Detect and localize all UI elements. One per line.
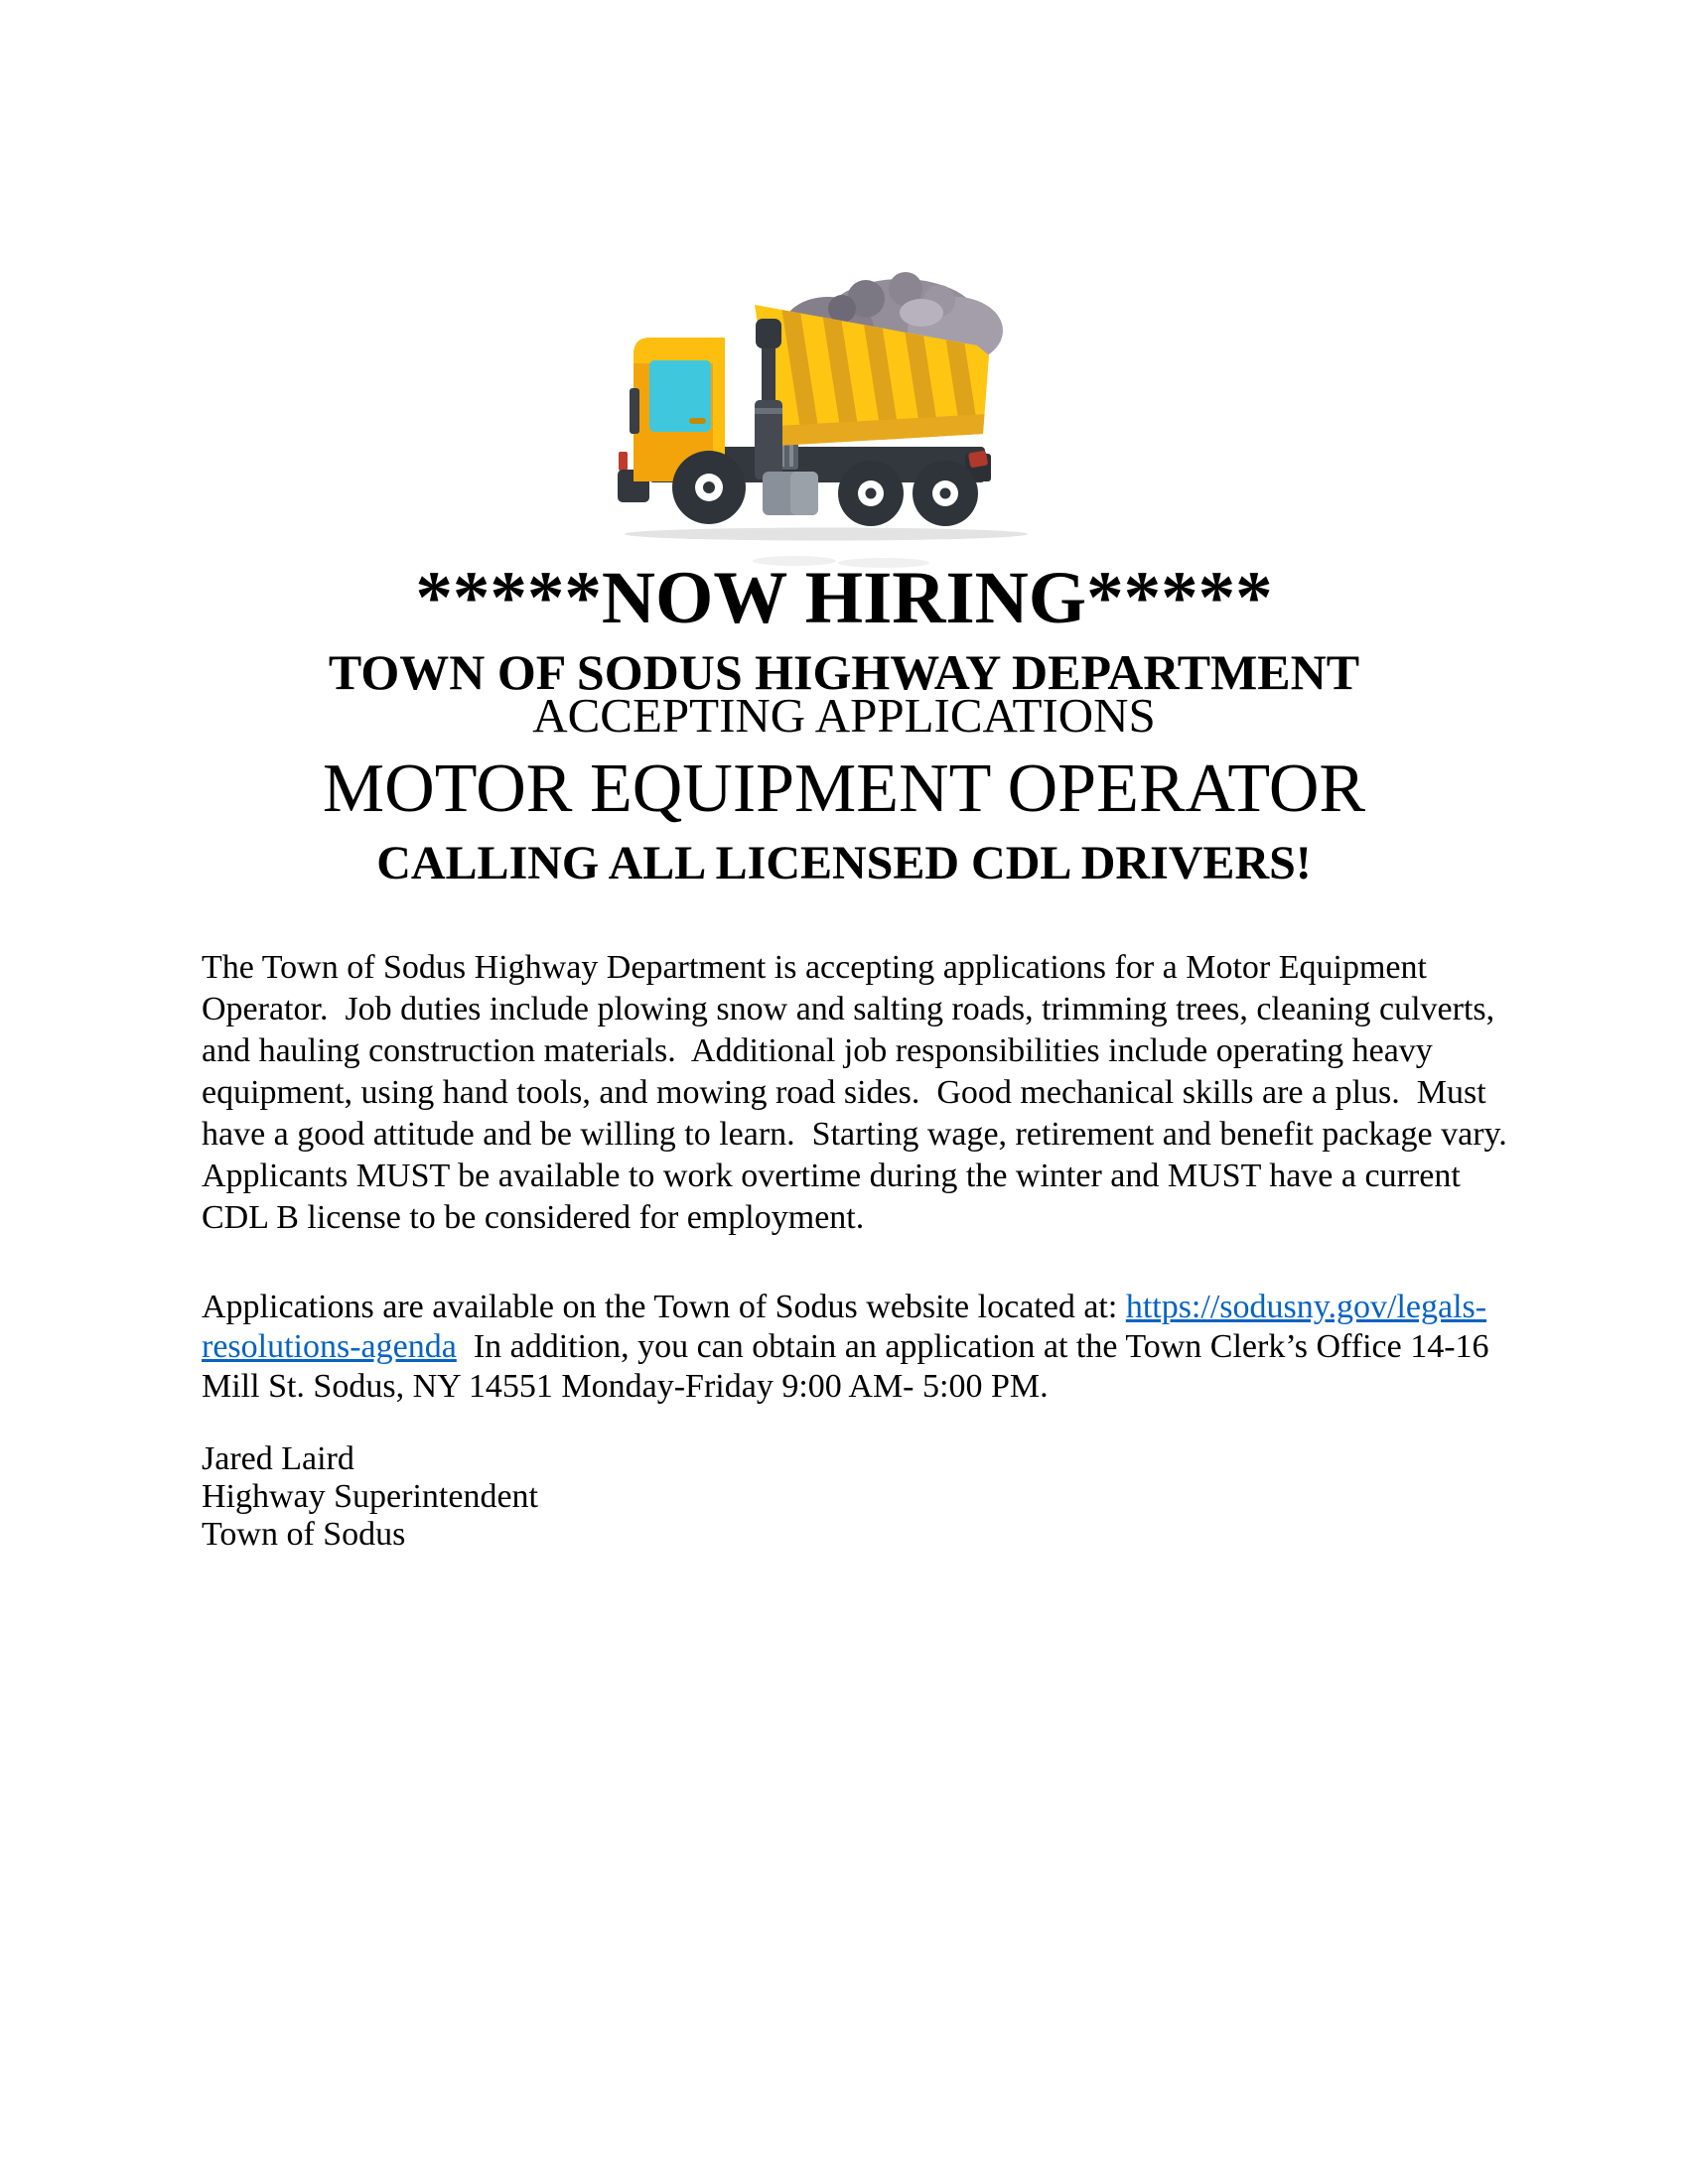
- rear-wheel-icon: [913, 461, 978, 526]
- fuel-tank: [763, 472, 818, 515]
- text-line: [202, 1288, 1522, 1327]
- heading-now-hiring: *****NOW HIRING*****: [415, 557, 1273, 639]
- door-handle-icon: [689, 418, 706, 424]
- signature-block: [202, 1440, 1522, 1554]
- text-segment: Applications are available on the Town of Sodus website located at:: [202, 1289, 1126, 1325]
- signature-name: Jared Laird: [202, 1440, 354, 1477]
- text-line: and hauling construction materials. Additional job responsibilities include operating heavy: [202, 1032, 1433, 1069]
- text-line: have a good attitude and be willing to learn. Starting wage, retirement and benefit package vary.: [202, 1116, 1507, 1153]
- heading-cdl-callout: CALLING ALL LICENSED CDL DRIVERS!: [376, 837, 1312, 889]
- paragraph-job-description: [202, 947, 1522, 1239]
- website-link[interactable]: resolutions-agenda: [202, 1328, 457, 1365]
- front-light-icon: [619, 452, 628, 471]
- dump-truck-illustration: [606, 243, 1053, 571]
- text-line: [202, 1327, 1522, 1367]
- taillight-icon: [968, 451, 988, 469]
- text-line: CDL B license to be considered for employment.: [202, 1199, 865, 1236]
- text-line: equipment, using hand tools, and mowing road sides. Good mechanical skills are a plus. Must: [202, 1074, 1486, 1111]
- side-mirror-icon: [630, 388, 639, 434]
- rear-wheel-icon: [838, 461, 904, 526]
- paragraph-applications: [202, 1288, 1522, 1407]
- signature-org: Town of Sodus: [202, 1516, 406, 1553]
- text-line: Mill St. Sodus, NY 14551 Monday-Friday 9:00 AM- 5:00 PM.: [202, 1368, 1049, 1405]
- signature-title: Highway Superintendent: [202, 1478, 538, 1515]
- heading-accepting: ACCEPTING APPLICATIONS: [532, 688, 1156, 743]
- truck-shadow: [625, 528, 1028, 541]
- front-wheel-icon: [672, 451, 746, 524]
- text-segment: In addition, you can obtain an application at the Town Clerk’s Office 14-16: [456, 1328, 1489, 1365]
- heading-department: TOWN OF SODUS HIGHWAY DEPARTMENT: [328, 644, 1360, 700]
- website-link[interactable]: https://sodusny.gov/legals-: [1125, 1289, 1487, 1325]
- text-line: Applicants MUST be available to work overtime during the winter and MUST have a current: [202, 1158, 1461, 1194]
- text-line: Operator. Job duties include plowing snow and salting roads, trimming trees, cleaning culverts,: [202, 991, 1495, 1027]
- text-line: The Town of Sodus Highway Department is accepting applications for a Motor Equipment: [202, 949, 1427, 986]
- heading-job-title: MOTOR EQUIPMENT OPERATOR: [322, 751, 1366, 827]
